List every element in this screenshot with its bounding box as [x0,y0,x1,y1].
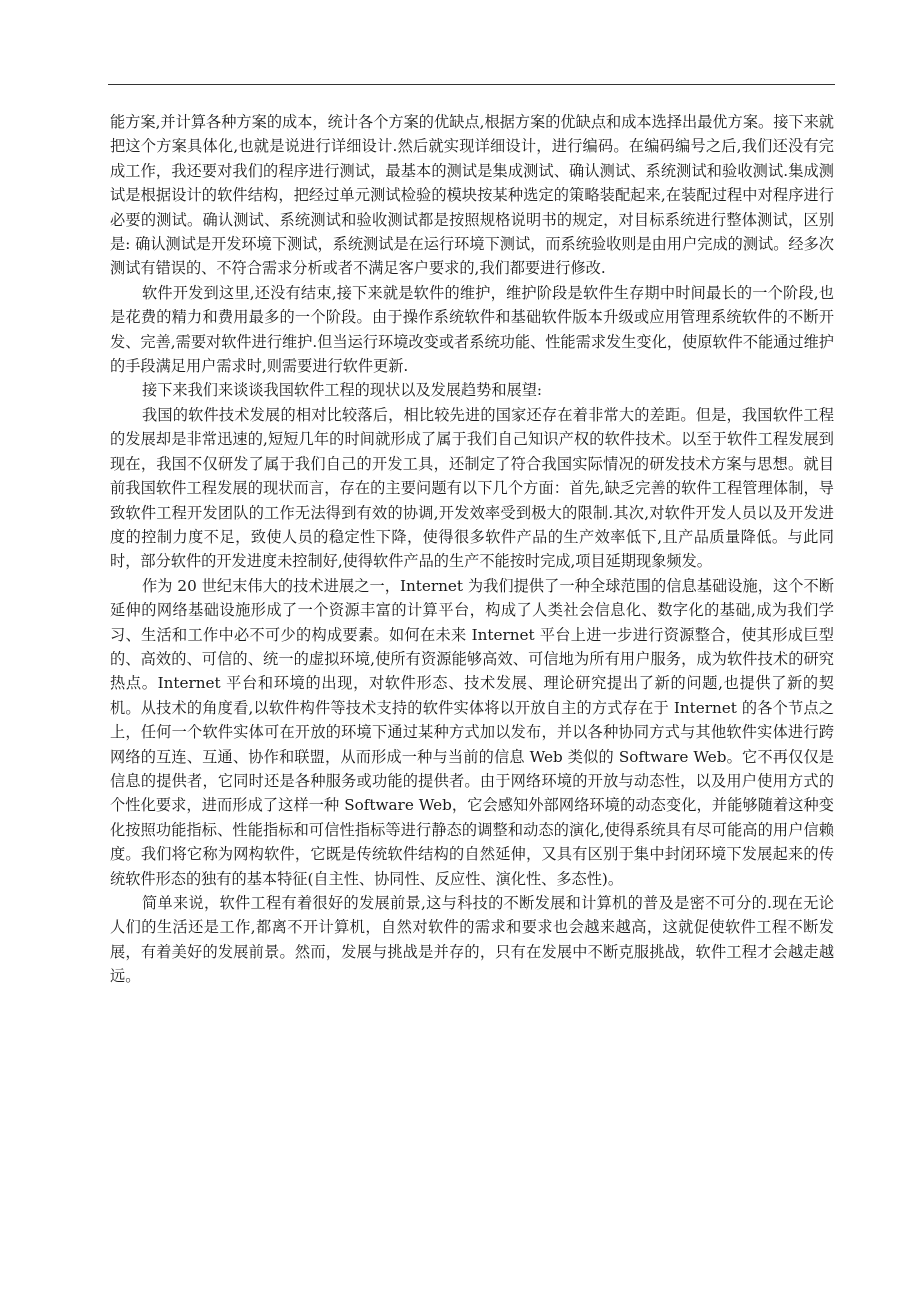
paragraph-design-and-testing: 能方案,并计算各种方案的成本，统计各个方案的优缺点,根据方案的优缺点和成本选择出最优方案。接下来就把这个方案具体化,也就是说进行详细设计.然后就实现详细设计，进行编码。在编码编号之后,我们还没有完成工作，我还要对我们的程序进行测试，最基本的测试是集成测试、确认测试、系统测试和验收测试.集成测试是根据设计的软件结构，把经过单元测试检验的模块按某种选定的策略装配起来,在装配过程中对程序进行必要的测试。确认测试、系统测试和验收测试都是按照规格说明书的规定，对目标系统进行整体测试，区别是: 确认测试是开发环境下测试，系统测试是在运行环境下测试，而系统验收则是由用户完成的测试。经多次测试有错误的、不符合需求分析或者不满足客户要求的,我们都要进行修改. [110,113,834,278]
body-text [110,110,834,989]
paragraph-transition: 接下来我们来谈谈我国软件工程的现状以及发展趋势和展望: [142,381,542,400]
header-rule [108,84,835,85]
paragraph-current-status: 我国的软件技术发展的相对比较落后，相比较先进的国家还存在着非常大的差距。但是，我国软件工程的发展却是非常迅速的,短短几年的时间就形成了属于我们自己知识产权的软件技术。以至于软件工程发展到现在，我国不仅研发了属于我们自己的开发工具，还制定了符合我国实际情况的研发技术方案与思想。就目前我国软件工程发展的现状而言，存在的主要问题有以下几个方面：首先,缺乏完善的软件工程管理体制，导致软件工程开发团队的工作无法得到有效的协调,开发效率受到极大的限制.其次,对软件开发人员以及开发进度的控制力度不足，致使人员的稳定性下降，使得很多软件产品的生产效率低下,且产品质量降低。与此同时，部分软件的开发进度未控制好,使得软件产品的生产不能按时完成,项目延期现象频发。 [110,405,834,571]
paragraph-internet-software: 作为 20 世纪末伟大的技术进展之一，Internet 为我们提供了一种全球范围的信息基础设施，这个不断延伸的网络基础设施形成了一个资源丰富的计算平台，构成了人类社会信息化、数字化的基础,成为我们学习、生活和工作中必不可少的构成要素。如何在未来 Internet 平台上进一步进行资源整合，使其形成巨型的、高效的、可信的、统一的虚拟环境,使所有资源能够高效、可信地为所有用户服务，成为软件技术的研究热点。Internet 平台和环境的出现，对软件形态、技术发展、理论研究提出了新的问题,也提供了新的契机。从技术的角度看,以软件构件等技术支持的软件实体将以开放自主的方式存在于 Internet 的各个节点之上，任何一个软件实体可在开放的环境下通过某种方式加以发布，并以各种协同方式与其他软件实体进行跨网络的互连、互通、协作和联盟，从而形成一种与当前的信息 Web 类似的 Software Web。它不再仅仅是信息的提供者，它同时还是各种服务或功能的提供者。由于网络环境的开放与动态性，以及用户使用方式的个性化要求，进而形成了这样一种 Software Web，它会感知外部网络环境的动态变化，并能够随着这种变化按照功能指标、性能指标和可信性指标等进行静态的调整和动态的演化,使得系统具有尽可能高的用户信赖度。我们将它称为网构软件，它既是传统软件结构的自然延伸，又具有区别于集中封闭环境下发展起来的传统软件形态的独有的基本特征(自主性、协同性、反应性、演化性、多态性)。 [110,576,834,888]
paragraph-conclusion: 简单来说，软件工程有着很好的发展前景,这与科技的不断发展和计算机的普及是密不可分的.现在无论人们的生活还是工作,都离不开计算机，自然对软件的需求和要求也会越来越高，这就促使软件工程不断发展，有着美好的发展前景。然而，发展与挑战是并存的，只有在发展中不断克服挑战，软件工程才会越走越远。 [110,894,834,986]
paragraph-maintenance: 软件开发到这里,还没有结束,接下来就是软件的维护，维护阶段是软件生存期中时间最长的一个阶段,也是花费的精力和费用最多的一个阶段。由于操作系统软件和基础软件版本升级或应用管理系统软件的不断开发、完善,需要对软件进行维护.但当运行环境改变或者系统功能、性能需求发生变化，使原软件不能通过维护的手段满足用户需求时,则需要进行软件更新. [110,283,834,376]
